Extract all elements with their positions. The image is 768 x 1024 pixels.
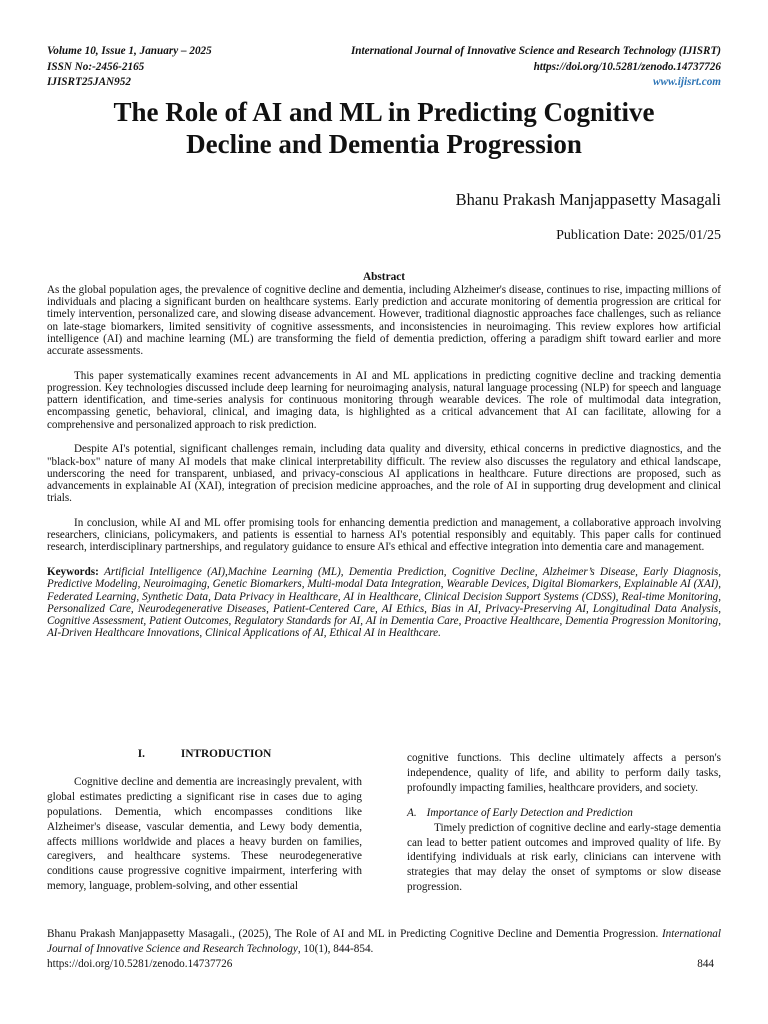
website-link[interactable]: www.ijisrt.com [653, 76, 721, 88]
keywords-text: Artificial Intelligence (AI),Machine Learning (ML), Dementia Prediction, Cognitive Decline, Alzheimer’s Disease, Early Diagnosis, Predictive Modeling, Neuroimaging, Genetic Biomarkers, Multi-modal Data Integration, Wearable Devices, Digital Biomarkers, Explainable AI (XAI), Federated Learning, Synthetic Data, Data Privacy in Healthcare, AI in Healthcare, Clinical Decision Support Systems (CDSS), Real-time Monitoring, Personalized Care, Neurodegenerative Diseases, Patient-Centered Care, AI Ethics, Bias in AI, Privacy-Preserving AI, Longitudinal Data Analysis, Cognitive Assessment, Patient Outcomes, Regulatory Standards for AI, AI in Dementia Care, Proactive Healthcare, Dementia Progression Monitoring, AI-Driven Healthcare Innovations, Clinical Applications of AI, Ethical AI in Healthcare. [47, 566, 721, 640]
title-line-2: Decline and Dementia Progression [186, 129, 582, 159]
abstract-paragraph-2: This paper systematically examines recent advancements in AI and ML applications in predicting cognitive decline and tracking dementia progression. Key technologies discussed include deep learning for neuroimaging analysis, natural language processing (NLP) for speech and language pattern identification, and time-series analysis for continuous monitoring through wearable devices. The role of multimodal data integration, encompassing genetic, behavioral, clinical, and imaging data, is highlighted as a critical advancement that AI can facilitate, allowing for a comprehensive and personalized approach to risk prediction. [47, 369, 721, 431]
footer-doi-row [47, 957, 721, 972]
keywords [47, 566, 721, 639]
citation-end: , 10(1), 844-854. [297, 943, 374, 955]
subsection-paragraph: Timely prediction of cognitive decline and early-stage dementia can lead to better patient outcomes and improved quality of life. By identifying individuals at risk early, clinicians can intervene with strategies that may delay the onset of symptoms or slow disease progression. [407, 821, 721, 894]
header-left [47, 44, 212, 91]
citation [47, 927, 721, 957]
header-doi[interactable]: https://doi.org/10.5281/zenodo.14737726 [533, 60, 721, 73]
abstract-heading: Abstract [362, 271, 406, 283]
citation-footer [47, 927, 721, 972]
abstract-section [47, 271, 721, 652]
left-column [47, 747, 362, 894]
abstract-paragraph-3: Despite AI's potential, significant challenges remain, including data quality and diversity, ethical concerns in predictive diagnostics, and the "black-box" nature of many AI models that make clinical interpretability difficult. The review also discusses the regulatory and ethical landscape, underscoring the need for transparent, unbiased, and privacy-conscious AI applications in healthcare. Future directions are proposed, such as advancements in explainable AI (XAI), integration of precision medicine approaches, and the role of AI in supporting drug development and clinical trials. [47, 443, 721, 505]
section-heading-introduction [47, 747, 362, 762]
footer-doi[interactable]: https://doi.org/10.5281/zenodo.14737726 [47, 958, 233, 970]
subsection-label: A. [407, 806, 417, 819]
running-header [47, 44, 721, 92]
author-name: Bhanu Prakash Manjappasetty Masagali [455, 190, 721, 209]
abstract-paragraph-4: In conclusion, while AI and ML offer promising tools for enhancing dementia prediction and management, a collaborative approach involving researchers, clinicians, policymakers, and patients is essential to harness AI's potential responsibly and equitably. This paper calls for continued research, interdisciplinary partnerships, and regulatory guidance to ensure AI's ethical and effective integration into dementia care and management. [47, 517, 721, 554]
page-number: 844 [697, 958, 714, 970]
subsection-heading [407, 806, 721, 821]
subsection-title: Importance of Early Detection and Prediction [426, 806, 633, 819]
section-number: I. [137, 748, 145, 760]
journal-name: International Journal of Innovative Science and Research Technology (IJISRT) [350, 45, 721, 57]
section-title: INTRODUCTION [180, 748, 272, 760]
right-column [407, 751, 721, 895]
volume-info: Volume 10, Issue 1, January – 2025 [47, 45, 212, 57]
header-right [351, 44, 721, 91]
paper-id: IJISRT25JAN952 [47, 76, 131, 88]
citation-journal: International Journal of Innovative Science and Research Technology [47, 928, 721, 955]
issn: ISSN No:-2456-2165 [47, 60, 145, 73]
citation-start: Bhanu Prakash Manjappasetty Masagali., (2025), The Role of AI and ML in Predicting Cognitive Decline and Dementia Progression. [47, 928, 662, 940]
introduction-paragraph: Cognitive decline and dementia are increasingly prevalent, with global estimates predicting a significant rise in cases due to aging populations. Dementia, which encompasses conditions like Alzheimer's disease, vascular dementia, and Lewy body dementia, affects millions worldwide and places a heavy burden on families, caregivers, and healthcare systems. These neurodegenerative conditions cause progressive cognitive impairment, interfering with memory, language, problem-solving, and other essential [47, 775, 362, 893]
abstract-paragraph-1: As the global population ages, the prevalence of cognitive decline and dementia, including Alzheimer's disease, continues to rise, impacting millions of individuals and placing a significant burden on healthcare systems. Early prediction and accurate monitoring of dementia progression are critical for timely intervention, personalized care, and slowing disease advancement. However, traditional diagnostic approaches face challenges, such as reliance on late-stage biomarkers, limited sensitivity of cognitive assessments, and inconsistencies in neuroimaging. This review explores how artificial intelligence (AI) and machine learning (ML) are transforming the field of dementia prediction, offering a paradigm shift toward earlier and more accurate assessments. [47, 284, 721, 358]
publication-date: Publication Date: 2025/01/25 [556, 228, 721, 243]
keywords-label: Keywords: [47, 566, 99, 579]
title-line-1: The Role of AI and ML in Predicting Cognitive [113, 97, 655, 127]
introduction-continuation: cognitive functions. This decline ultimately affects a person's independence, quality of life, and ability to perform daily tasks, profoundly impacting families, healthcare providers, and society. [407, 752, 721, 794]
paper-title [40, 96, 728, 160]
